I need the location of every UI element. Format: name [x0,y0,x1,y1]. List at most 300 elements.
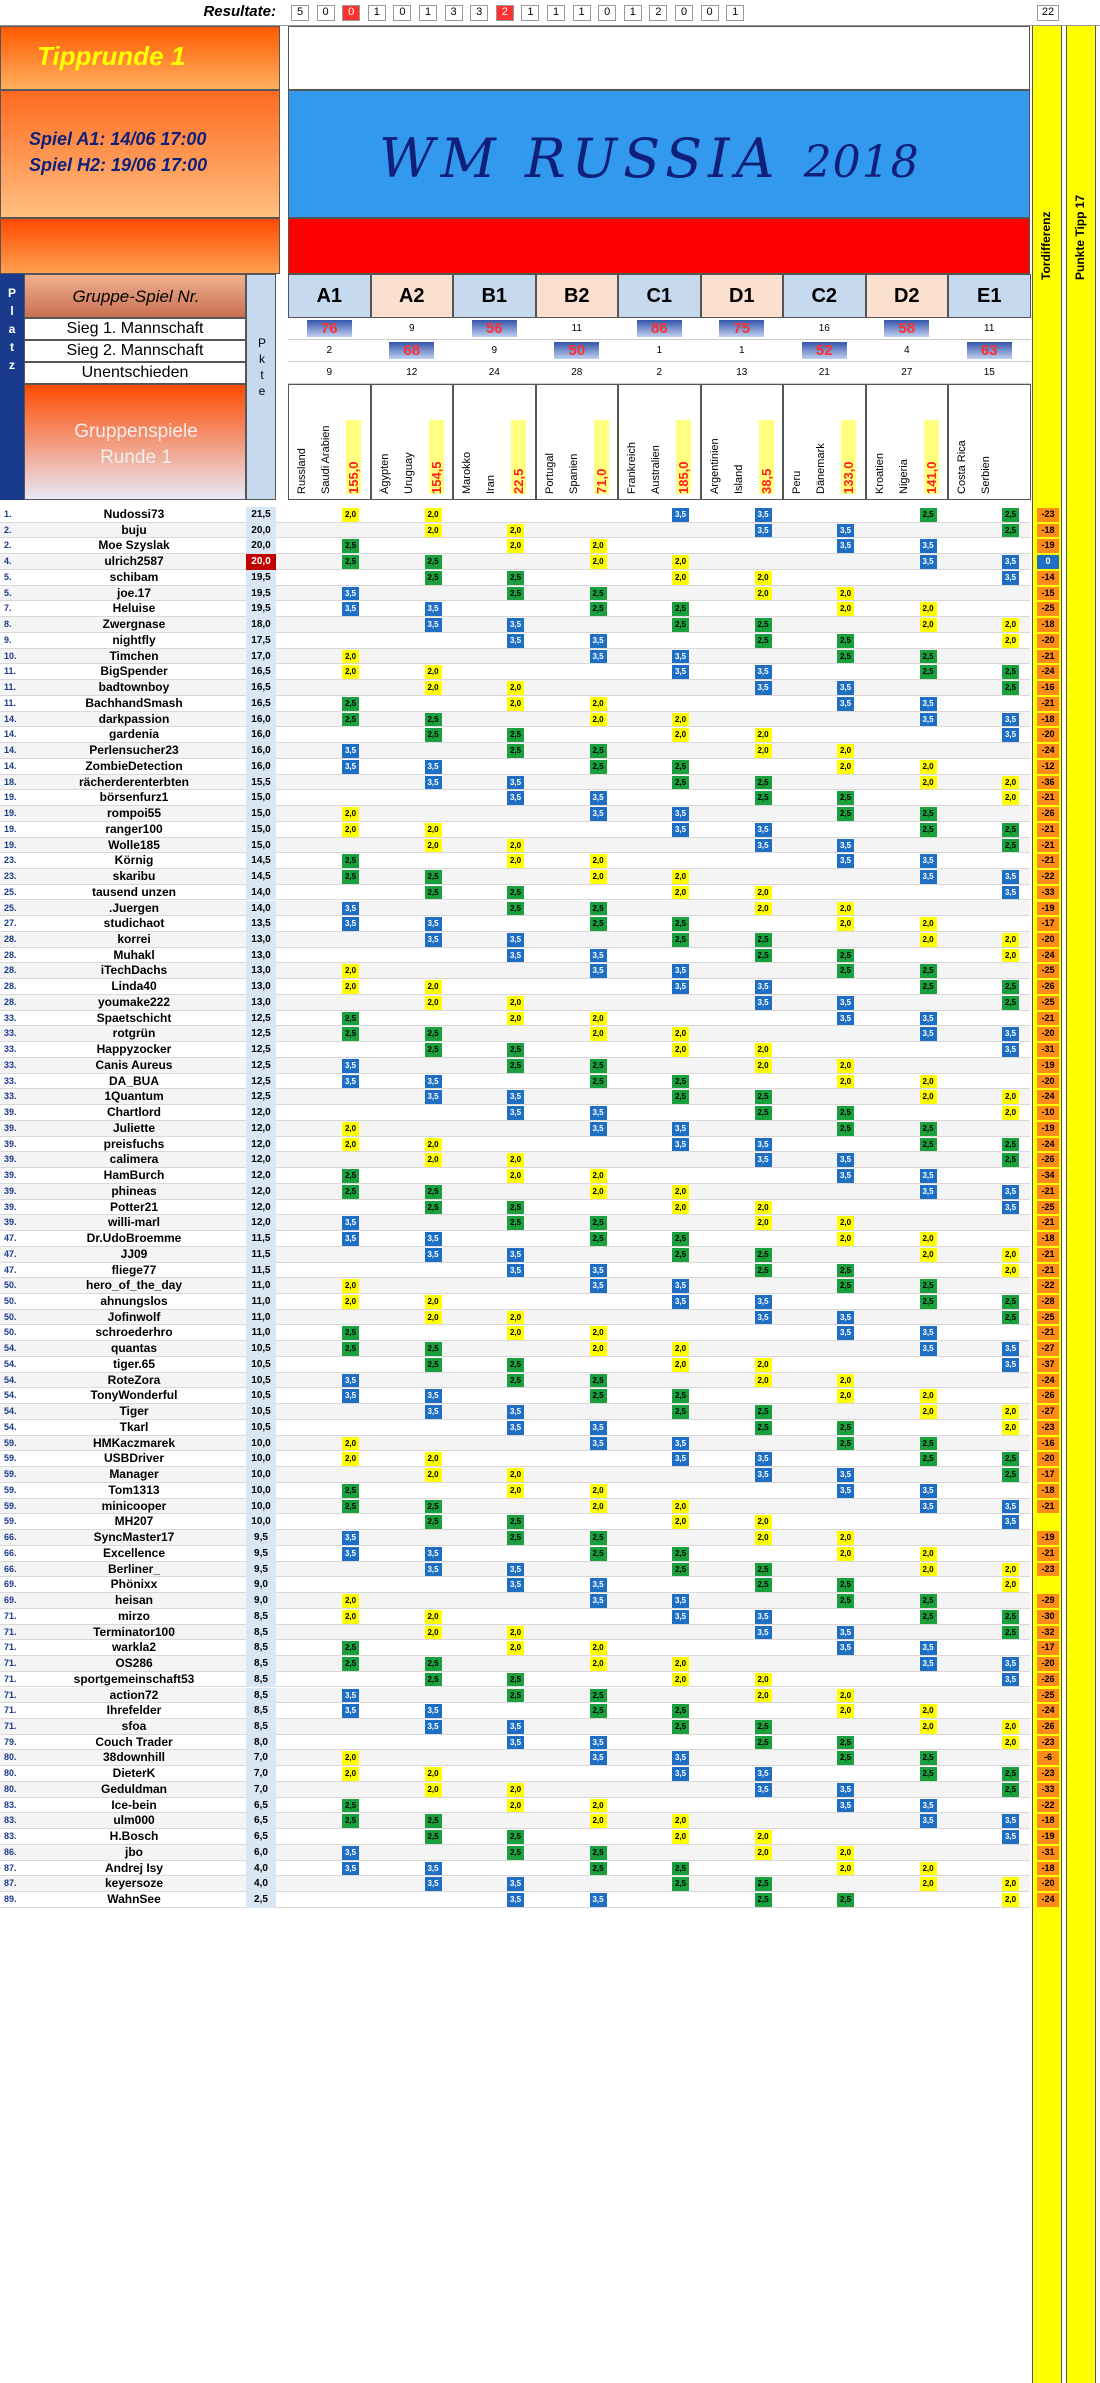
tip-badge: 2,0 [1002,1421,1019,1435]
tordifferenz-value: -18 [1037,713,1059,727]
tordifferenz-value: -23 [1037,1736,1059,1750]
tip-badge: 3,5 [1002,555,1019,569]
player-name: tausend unzen [91,884,176,899]
team-1-name: Argentinien [708,438,721,494]
game-unent [701,362,784,384]
row-place: 71. [4,1658,17,1669]
tip-badge: 2,0 [590,1799,607,1813]
tip-badge: 3,5 [755,1626,772,1640]
tip-badge: 3,5 [837,1012,854,1026]
game-sieg2 [536,340,619,362]
unentschieden-label: Unentschieden [24,362,246,384]
tip-badge: 2,5 [920,1610,937,1624]
row-place: 59. [4,1516,17,1527]
tip-badge: 2,0 [672,1814,689,1828]
player-name: DieterK [112,1766,156,1781]
tordifferenz-value: -37 [1037,1358,1059,1372]
row-place: 39. [4,1107,17,1118]
tip-badge: 2,0 [1002,1090,1019,1104]
tip-badge: 2,5 [837,650,854,664]
tip-badge: 2,0 [425,1767,442,1781]
gruppenspiele-label: Gruppenspiele [74,421,198,442]
tip-badge: 2,5 [425,1830,442,1844]
banner-box [288,90,1030,218]
tip-badge: 3,5 [590,1893,607,1907]
player-name: Wolle185 [108,837,160,852]
game-code: C2 [783,274,866,318]
tip-badge: 2,0 [755,1043,772,1057]
tordifferenz-value: -24 [1037,1704,1059,1718]
tip-badge: 2,5 [342,697,359,711]
player-name: sfoa [121,1718,147,1733]
tip-badge: 2,0 [755,1689,772,1703]
tip-badge: 2,5 [837,1893,854,1907]
row-place: 33. [4,1028,17,1039]
player-points: 14,5 [246,869,276,885]
platz-column-header [0,274,24,500]
row-place: 23. [4,855,17,866]
row-place: 28. [4,965,17,976]
game-sieg1-value: 11 [984,323,995,334]
tordifferenz-value: -19 [1037,1122,1059,1136]
player-name: Heluise [112,601,156,616]
tip-badge: 2,0 [507,1012,524,1026]
tip-badge: 2,5 [507,1689,524,1703]
tordifferenz-value: -19 [1037,902,1059,916]
tip-badge: 2,0 [837,1374,854,1388]
player-points: 12,5 [246,1042,276,1058]
team-box [948,384,1031,500]
game-unent [288,362,371,384]
tip-badge: 3,5 [755,1295,772,1309]
platz-letter: t [10,340,14,354]
player-points: 8,5 [246,1656,276,1672]
player-points: 19,5 [246,601,276,617]
tip-badge: 2,0 [672,1500,689,1514]
tip-badge: 2,0 [507,697,524,711]
player-name: 38downhill [102,1750,165,1765]
tip-badge: 2,5 [1002,1610,1019,1624]
row-place: 14. [4,729,17,740]
tip-badge: 3,5 [755,1610,772,1624]
tordifferenz-value: -34 [1037,1169,1059,1183]
tip-badge: 2,0 [837,1059,854,1073]
player-name: rotgrün [112,1026,156,1041]
player-points: 16,0 [246,727,276,743]
row-place: 1. [4,509,12,519]
tordifferenz-value: -24 [1037,744,1059,758]
tip-badge: 3,5 [507,933,524,947]
tip-badge: 2,5 [920,964,937,978]
tordifferenz-value: -17 [1037,1641,1059,1655]
game-unent [948,362,1031,384]
game-unent [618,362,701,384]
tordifferenz-value: -24 [1037,949,1059,963]
result-digit: 3 [445,5,463,21]
tip-badge: 2,0 [837,1531,854,1545]
tip-badge: 3,5 [837,1169,854,1183]
row-place: 54. [4,1343,17,1354]
player-name: ranger100 [105,821,163,836]
row-place: 33. [4,1075,17,1086]
tip-badge: 2,5 [672,776,689,790]
tip-badge: 2,0 [507,1153,524,1167]
game-sieg2 [288,340,371,362]
team-2-name: Iran [485,475,497,494]
team-box [866,384,949,500]
tip-badge: 3,5 [342,1059,359,1073]
tip-badge: 3,5 [590,1106,607,1120]
tip-badge: 3,5 [920,1326,937,1340]
tip-badge: 2,0 [507,1626,524,1640]
tip-badge: 3,5 [837,854,854,868]
result-digit: 1 [521,5,539,21]
tip-badge: 2,0 [1002,949,1019,963]
player-points: 2,5 [246,1892,276,1908]
team-2-name: Dänemark [815,443,827,494]
tordifferenz-value: -20 [1037,933,1059,947]
tip-badge: 3,5 [672,1138,689,1152]
tip-badge: 2,5 [1002,1767,1019,1781]
tip-badge: 2,5 [837,1437,854,1451]
white-top-box [288,26,1030,90]
tip-badge: 2,0 [590,697,607,711]
player-points: 16,0 [246,759,276,775]
tip-badge: 2,5 [590,602,607,616]
tip-badge: 3,5 [590,807,607,821]
game-code: D1 [701,274,784,318]
game-code: A2 [371,274,454,318]
tip-badge: 2,5 [837,791,854,805]
game-sieg1 [371,318,454,340]
tordifferenz-value: -26 [1037,1153,1059,1167]
tip-badge: 2,0 [425,1311,442,1325]
tip-badge: 3,5 [755,665,772,679]
tip-badge: 2,0 [1002,1578,1019,1592]
tordifferenz-value: -20 [1037,1657,1059,1671]
row-place: 33. [4,1044,17,1055]
tip-badge: 2,5 [672,917,689,931]
tip-badge: 2,0 [590,1169,607,1183]
tip-badge: 3,5 [920,555,937,569]
pkte-letter: P [257,336,266,350]
player-points: 8,5 [246,1609,276,1625]
game-sieg1-value: 76 [307,320,352,337]
row-place: 19. [4,839,17,850]
tip-badge: 2,0 [507,681,524,695]
tip-badge: 3,5 [755,681,772,695]
player-points: 18,0 [246,617,276,633]
tip-badge: 3,5 [837,524,854,538]
tip-badge: 3,5 [755,980,772,994]
game-unent-value: 15 [983,367,995,378]
round-title-box [0,26,280,90]
sieg1-label: Sieg 1. Mannschaft [24,318,246,340]
game-code: D2 [866,274,949,318]
tip-badge: 3,5 [507,791,524,805]
player-points: 8,5 [246,1672,276,1688]
game-sieg1 [536,318,619,340]
row-place: 10. [4,650,17,661]
tip-badge: 3,5 [425,1405,442,1419]
player-name: calimera [109,1152,159,1167]
player-points: 13,0 [246,963,276,979]
row-place: 47. [4,1264,17,1275]
tip-badge: 2,0 [590,1657,607,1671]
tip-badge: 3,5 [672,823,689,837]
tordifferenz-value: -19 [1037,1531,1059,1545]
result-digit: 0 [598,5,616,21]
game-sieg1-value: 16 [818,323,830,334]
tip-badge: 3,5 [837,1484,854,1498]
quote-value: 133,0 [841,420,856,494]
tip-badge: 2,5 [342,1500,359,1514]
player-points: 7,0 [246,1766,276,1782]
tip-badge: 2,5 [920,1437,937,1451]
row-place: 28. [4,981,17,992]
tip-badge: 3,5 [590,791,607,805]
player-points: 9,5 [246,1562,276,1578]
tip-badge: 2,5 [920,1594,937,1608]
tip-badge: 2,5 [920,1452,937,1466]
tip-badge: 2,0 [755,571,772,585]
game-unent [536,362,619,384]
tip-badge: 3,5 [672,508,689,522]
row-place: 86. [4,1846,17,1857]
player-name: heisan [114,1593,153,1608]
tip-badge: 2,0 [920,933,937,947]
team-box [783,384,866,500]
tip-badge: 2,0 [590,870,607,884]
tip-badge: 2,5 [507,1515,524,1529]
player-points: 7,0 [246,1782,276,1798]
player-name: buju [121,522,147,537]
player-points: 10,0 [246,1436,276,1452]
tip-badge: 2,0 [837,1389,854,1403]
tip-badge: 2,0 [1002,1877,1019,1891]
tordifferenz-value: -19 [1037,539,1059,553]
tip-badge: 2,0 [590,854,607,868]
player-points: 12,5 [246,1026,276,1042]
tip-badge: 2,5 [1002,508,1019,522]
player-name: fliege77 [111,1262,157,1277]
tordifferenz-value: -19 [1037,1830,1059,1844]
tordifferenz-value: -21 [1037,697,1059,711]
player-name: WahnSee [107,1892,161,1907]
tip-badge: 3,5 [837,1626,854,1640]
tip-badge: 2,0 [342,980,359,994]
tip-badge: 2,5 [672,1248,689,1262]
player-points: 12,5 [246,1058,276,1074]
tip-badge: 3,5 [425,1090,442,1104]
tordifferenz-value: -26 [1037,1389,1059,1403]
tip-badge: 3,5 [342,760,359,774]
tordifferenz-value: -20 [1037,1452,1059,1466]
player-points: 10,5 [246,1404,276,1420]
tordifferenz-value: -23 [1037,1421,1059,1435]
tordifferenz-value: -6 [1037,1751,1059,1765]
tip-badge: 2,0 [837,760,854,774]
tip-badge: 3,5 [342,1547,359,1561]
tip-badge: 3,5 [507,1893,524,1907]
tip-badge: 2,0 [755,1515,772,1529]
player-points: 10,5 [246,1357,276,1373]
row-place: 80. [4,1768,17,1779]
tip-badge: 2,5 [507,1673,524,1687]
tordifferenz-value: -27 [1037,1405,1059,1419]
tip-badge: 2,0 [837,1216,854,1230]
player-points: 12,5 [246,1089,276,1105]
player-points: 12,0 [246,1168,276,1184]
result-digit: 0 [393,5,411,21]
player-name: Körnig [114,853,154,868]
tip-badge: 3,5 [507,1563,524,1577]
tip-badge: 3,5 [507,618,524,632]
tip-badge: 2,0 [342,650,359,664]
tip-badge: 2,5 [1002,839,1019,853]
player-points: 20,0 [246,538,276,554]
result-digit: 1 [419,5,437,21]
tip-badge: 3,5 [755,823,772,837]
tip-badge: 3,5 [425,1704,442,1718]
game-sieg2 [701,340,784,362]
tip-badge: 2,0 [342,665,359,679]
tip-badge: 3,5 [507,1736,524,1750]
tip-badge: 2,5 [837,1122,854,1136]
platz-letter: l [10,304,14,318]
row-place: 69. [4,1595,17,1606]
row-place: 19. [4,792,17,803]
tip-badge: 2,0 [672,1201,689,1215]
tip-badge: 2,5 [342,870,359,884]
game-unent-value: 27 [901,367,913,378]
player-name: schibam [109,569,159,584]
tip-badge: 2,5 [342,1484,359,1498]
tordifferenz-value: -20 [1037,1877,1059,1891]
tip-badge: 2,5 [342,1185,359,1199]
tip-badge: 3,5 [837,1153,854,1167]
tip-badge: 2,0 [507,996,524,1010]
tip-badge: 3,5 [342,744,359,758]
player-points: 12,5 [246,1074,276,1090]
player-points: 11,5 [246,1247,276,1263]
tip-badge: 3,5 [1002,1358,1019,1372]
tip-badge: 2,0 [755,1374,772,1388]
tip-badge: 2,5 [837,1279,854,1293]
tordifferenz-value: -10 [1037,1106,1059,1120]
sieg2-label: Sieg 2. Mannschaft [24,340,246,362]
game-unent-value: 13 [736,367,748,378]
player-points: 19,5 [246,570,276,586]
team-1-name: Russland [296,448,308,494]
tip-badge: 2,0 [1002,933,1019,947]
tip-badge: 2,5 [920,1279,937,1293]
tip-badge: 2,5 [342,1641,359,1655]
row-place: 25. [4,886,17,897]
tip-badge: 3,5 [1002,1500,1019,1514]
player-name: .Juergen [108,900,159,915]
tip-badge: 2,0 [755,1358,772,1372]
tordifferenz-value: -29 [1037,1594,1059,1608]
tip-badge: 2,5 [672,1563,689,1577]
team-2-name: Island [732,464,745,494]
player-points: 14,5 [246,853,276,869]
tip-badge: 2,0 [1002,618,1019,632]
player-points: 10,0 [246,1467,276,1483]
player-name: Berliner_ [107,1561,161,1576]
tip-badge: 2,0 [672,1043,689,1057]
tip-badge: 3,5 [425,618,442,632]
player-name: OS286 [115,1656,153,1671]
tip-badge: 2,0 [425,1783,442,1797]
tip-badge: 3,5 [755,1311,772,1325]
tip-badge: 2,5 [920,980,937,994]
player-name: TonyWonderful [90,1388,178,1403]
row-place: 50. [4,1280,17,1291]
player-points: 15,0 [246,806,276,822]
player-points: 16,0 [246,743,276,759]
tip-badge: 2,0 [590,1500,607,1514]
tip-badge: 2,5 [425,1201,442,1215]
row-place: 83. [4,1831,17,1842]
row-place: 5. [4,587,12,598]
tip-badge: 3,5 [920,1799,937,1813]
player-name: Tiger [119,1404,149,1419]
tip-badge: 2,5 [590,1547,607,1561]
player-name: badtownboy [98,680,170,695]
tip-badge: 2,5 [425,886,442,900]
game-sieg1 [701,318,784,340]
tordifferenz-value: -18 [1037,1484,1059,1498]
player-name: nightfly [112,632,156,647]
row-place: 39. [4,1122,17,1133]
game-sieg2-value: 63 [967,342,1012,359]
tip-badge: 3,5 [920,1657,937,1671]
tip-badge: 2,0 [507,1326,524,1340]
tip-badge: 2,0 [672,1185,689,1199]
player-points: 12,0 [246,1137,276,1153]
tip-badge: 2,0 [837,1862,854,1876]
tordifferenz-value: -17 [1037,1468,1059,1482]
tip-badge: 2,0 [920,1248,937,1262]
player-points: 12,0 [246,1121,276,1137]
tip-badge: 2,5 [342,713,359,727]
row-place: 83. [4,1815,17,1826]
result-digit: 5 [291,5,309,21]
tip-badge: 2,0 [590,1814,607,1828]
tip-badge: 2,0 [920,1232,937,1246]
tip-badge: 2,5 [1002,1783,1019,1797]
game-unent [783,362,866,384]
row-place: 71. [4,1720,17,1731]
row-place: 71. [4,1689,17,1700]
tip-badge: 2,5 [590,587,607,601]
player-name: keyersoze [104,1876,164,1891]
tip-badge: 3,5 [342,1232,359,1246]
row-place: 54. [4,1358,17,1369]
player-name: Chartlord [107,1105,161,1120]
tip-badge: 3,5 [755,1767,772,1781]
tip-badge: 3,5 [590,1594,607,1608]
tip-badge: 2,0 [425,839,442,853]
tip-badge: 3,5 [920,1185,937,1199]
tip-badge: 3,5 [507,634,524,648]
tip-badge: 3,5 [755,1468,772,1482]
tip-badge: 2,0 [837,602,854,616]
tip-badge: 2,5 [672,933,689,947]
tip-badge: 3,5 [755,839,772,853]
player-name: mirzo [117,1608,150,1623]
